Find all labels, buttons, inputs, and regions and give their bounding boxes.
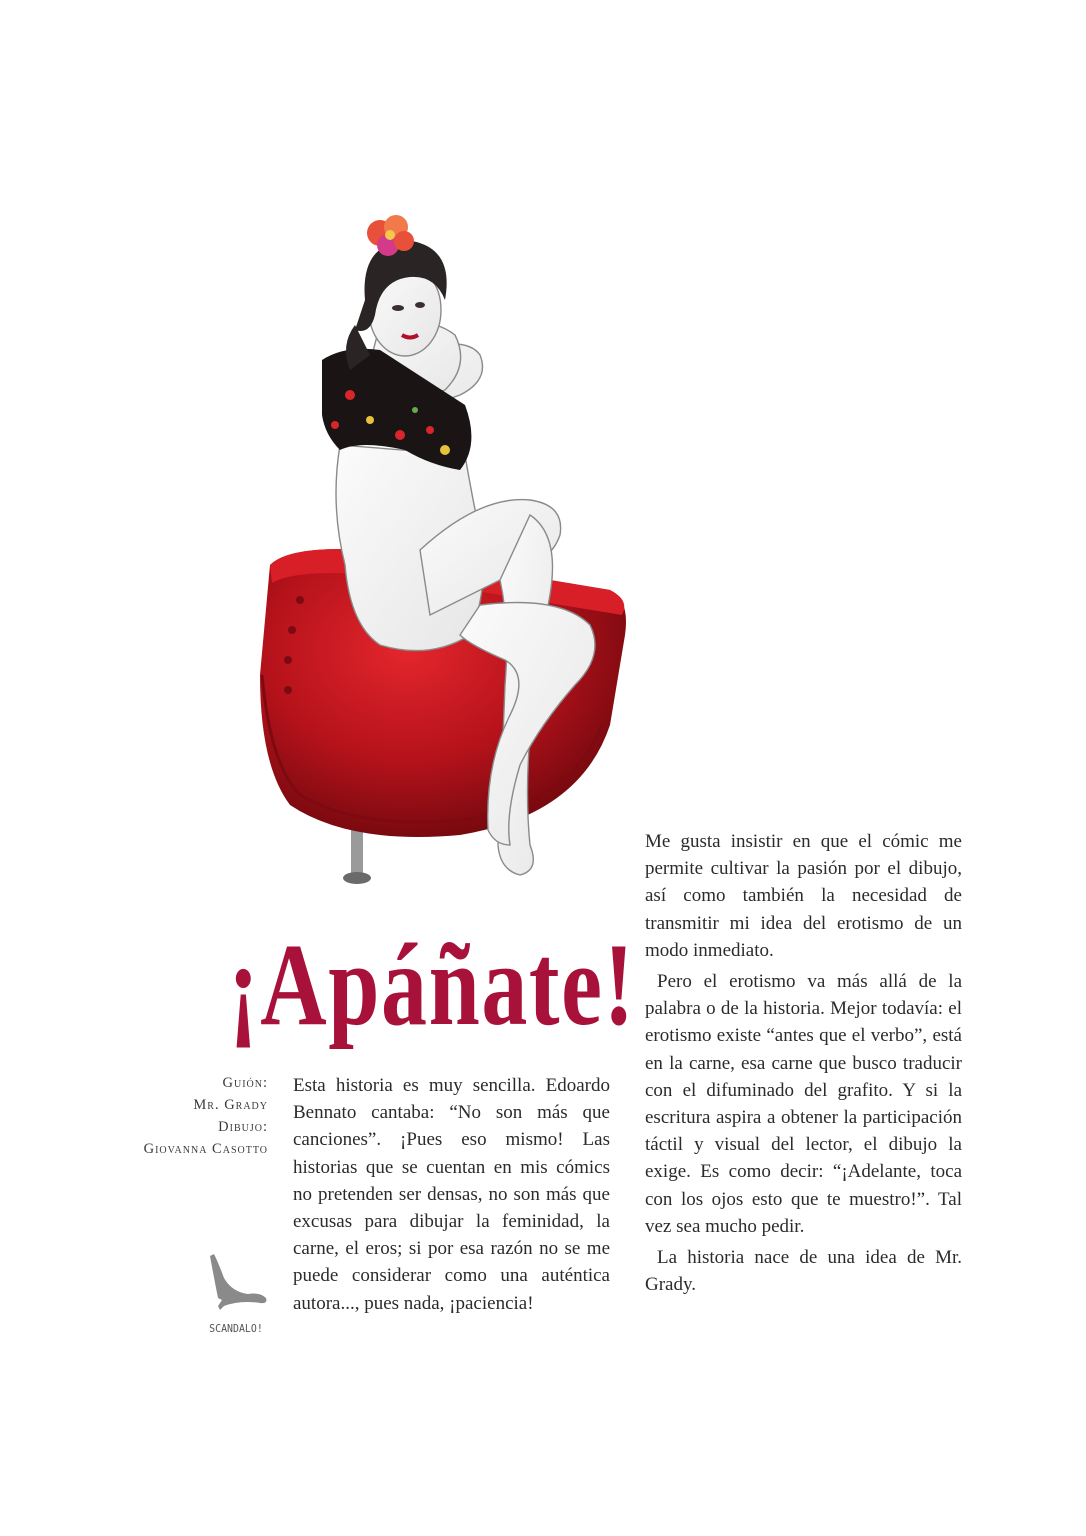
script-label: Guión: <box>222 1075 268 1091</box>
paragraph: Pero el erotismo va más allá de la palabra o de la historia. Mejor todavía: el erotismo existe “antes que el verbo”, está en la carne, esa carne que busco traducir con el difuminado del grafito. Y si la escritura aspira a obtener la participación táctil y visual del lector, el dibujo la exige. Es como decir: “¡Adelante, toca con los ojos esto que te muestro!”. Tal vez sea mucho pedir. <box>645 971 962 1237</box>
paragraph: Me gusta insistir en que el cómic me permite cultivar la pasión por el dibujo, así como también la necesidad de transmitir mi idea del erotismo de un modo inmediato. <box>645 831 962 961</box>
art-author: Giovanna Casotto <box>143 1141 268 1157</box>
illustration <box>230 205 640 895</box>
ottoman-leg <box>343 825 371 884</box>
publisher-logo <box>200 1248 272 1338</box>
art-label: Dibujo: <box>218 1119 268 1135</box>
publisher-name: SCANDALO! <box>209 1322 263 1335</box>
credits <box>98 1072 268 1160</box>
text-column-2 <box>645 828 962 1302</box>
story-title: ¡Apáñate! <box>228 919 636 1050</box>
flower-icon <box>367 215 414 256</box>
script-author: Mr. Grady <box>193 1097 268 1113</box>
paragraph: La historia nace de una idea de Mr. Grady. <box>645 1247 962 1296</box>
paragraph: Esta historia es muy sencilla. Edoardo Bennato cantaba: “No son más que canciones”. ¡Pues eso mismo! Las historias que se cuentan en mis cómics no pretenden ser densas, no son más que excusas para dibujar la feminidad, la carne, el eros; si por esa razón no se me puede considerar como una auténtica autora..., pues nada, ¡paciencia! <box>293 1075 610 1314</box>
text-column-1 <box>293 1072 610 1321</box>
high-heel-shoe-icon <box>200 1248 272 1318</box>
